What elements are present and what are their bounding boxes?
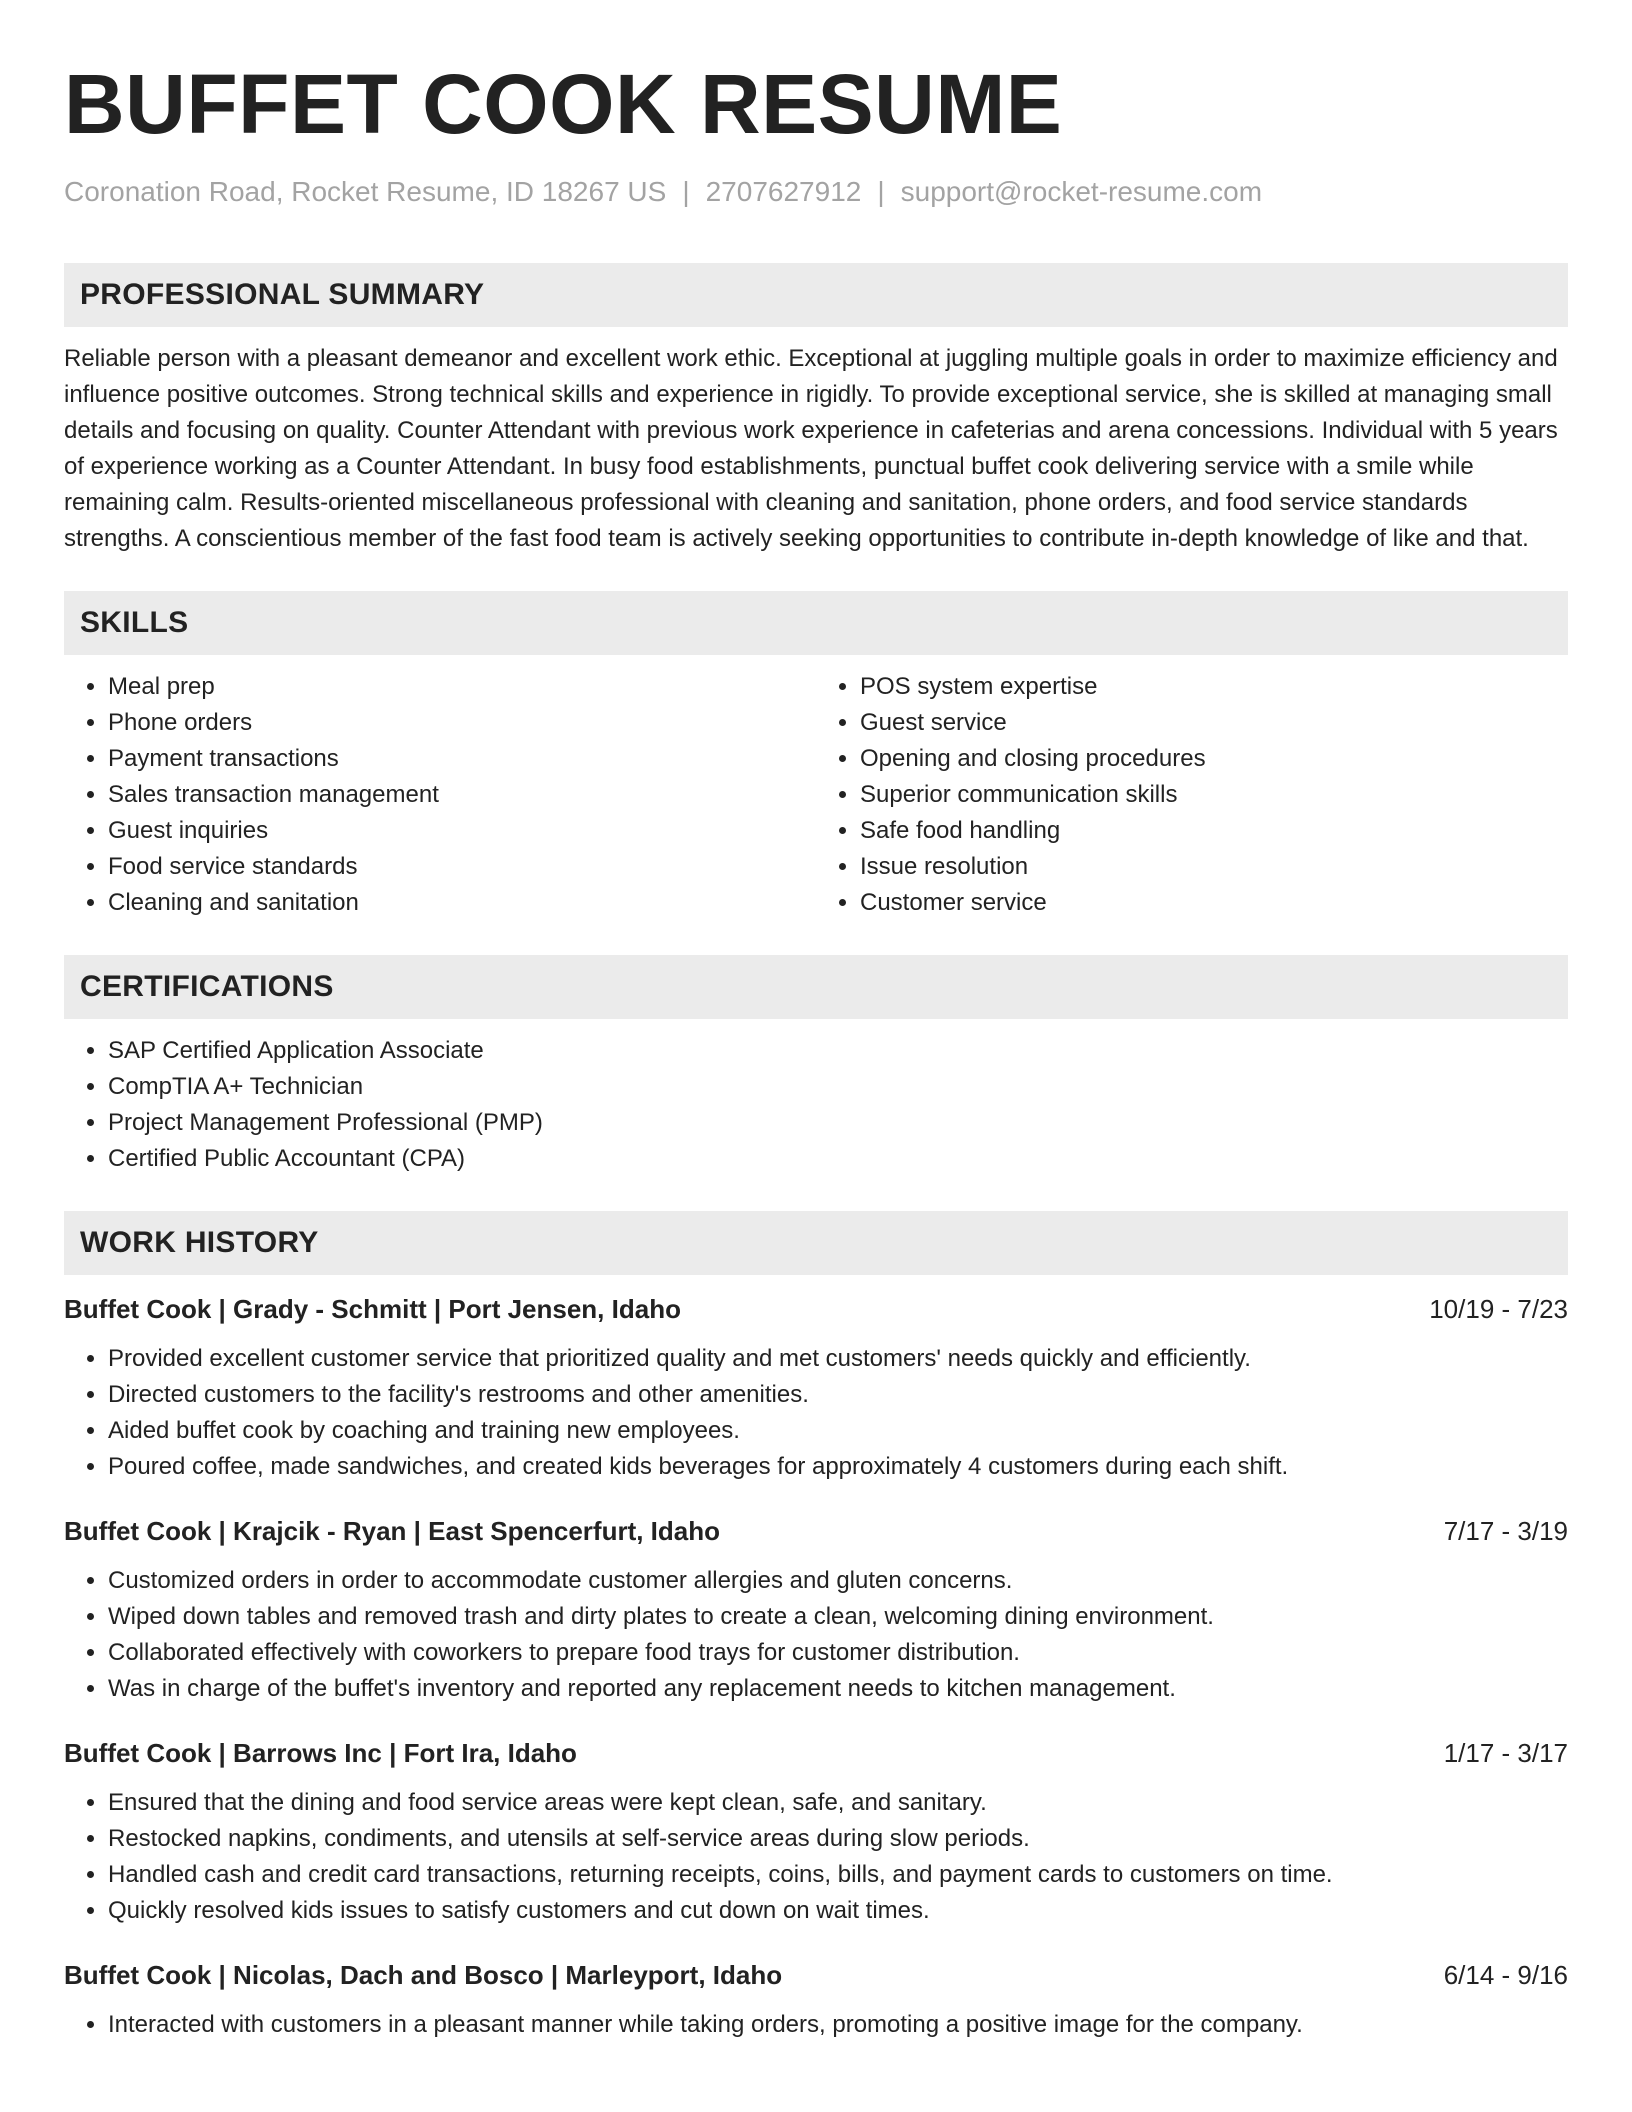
skills-list-left [64,669,816,921]
job-entry [64,1735,1568,1929]
job-bullet: • Ensured that the dining and food service areas were kept clean, safe, and sanitary. [108,1785,1568,1821]
job-bullet: • Was in charge of the buffet's inventory and reported any replacement needs to kitchen management. [108,1671,1568,1707]
job-entry [64,1291,1568,1485]
contact-separator: | [682,176,690,207]
certification-item: • Certified Public Accountant (CPA) [108,1141,1568,1177]
job-title: Buffet Cook | Nicolas, Dach and Bosco | Marleyport, Idaho [64,1960,783,1990]
certifications-list [64,1033,1568,1177]
skill-item: • Customer service [860,885,1568,921]
job-title: Buffet Cook | Grady - Schmitt | Port Jensen, Idaho [64,1294,681,1324]
job-dates: 10/19 - 7/23 [1429,1294,1568,1324]
job-bullet: • Customized orders in order to accommodate customer allergies and gluten concerns. [108,1563,1568,1599]
skills-list-right [816,669,1568,921]
certifications-heading: CERTIFICATIONS [80,970,334,1003]
certification-item: • Project Management Professional (PMP) [108,1105,1568,1141]
job-bullets [64,1341,1568,1485]
summary-section-header [64,263,1568,327]
job-entry [64,1513,1568,1707]
work-history-heading: WORK HISTORY [80,1226,319,1259]
job-bullet: • Collaborated effectively with coworkers to prepare food trays for customer distribution. [108,1635,1568,1671]
contact-email: support@rocket-resume.com [900,176,1263,207]
contact-phone: 2707627912 [705,176,862,207]
job-header [64,1735,1568,1771]
skill-item: • Guest service [860,705,1568,741]
job-title: Buffet Cook | Krajcik - Ryan | East Spencerfurt, Idaho [64,1516,721,1546]
skill-item: • Sales transaction management [108,777,816,813]
job-bullet: • Interacted with customers in a pleasant manner while taking orders, promoting a positive image for the company. [108,2007,1568,2043]
certification-item: • SAP Certified Application Associate [108,1033,1568,1069]
contact-separator: | [877,176,885,207]
job-bullet: • Restocked napkins, condiments, and utensils at self-service areas during slow periods. [108,1821,1568,1857]
job-bullets [64,2007,1568,2043]
job-bullet: • Wiped down tables and removed trash and dirty plates to create a clean, welcoming dining environment. [108,1599,1568,1635]
skill-item: • Payment transactions [108,741,816,777]
skill-item: • Phone orders [108,705,816,741]
skills-grid [64,669,1568,921]
job-bullets [64,1563,1568,1707]
job-header [64,1291,1568,1327]
skill-item: • Safe food handling [860,813,1568,849]
skill-item: • Issue resolution [860,849,1568,885]
job-dates: 1/17 - 3/17 [1443,1738,1568,1768]
certification-item: • CompTIA A+ Technician [108,1069,1568,1105]
certifications-section-header [64,955,1568,1019]
resume-title: BUFFET COOK RESUME [64,57,1063,151]
job-bullets [64,1785,1568,1929]
job-header [64,1513,1568,1549]
skill-item: • Meal prep [108,669,816,705]
job-bullet: • Provided excellent customer service that prioritized quality and met customers' needs quickly and efficiently. [108,1341,1568,1377]
skill-item: • Cleaning and sanitation [108,885,816,921]
skills-section-header [64,591,1568,655]
job-bullet: • Quickly resolved kids issues to satisfy customers and cut down on wait times. [108,1893,1568,1929]
job-dates: 7/17 - 3/19 [1443,1516,1568,1546]
job-header [64,1957,1568,1993]
job-bullet: • Directed customers to the facility's restrooms and other amenities. [108,1377,1568,1413]
job-bullet: • Aided buffet cook by coaching and training new employees. [108,1413,1568,1449]
job-bullet: • Handled cash and credit card transactions, returning receipts, coins, bills, and payment cards to customers on time. [108,1857,1568,1893]
skill-item: • Superior communication skills [860,777,1568,813]
job-entry [64,1957,1568,2043]
skills-heading: SKILLS [80,606,189,639]
skill-item: • POS system expertise [860,669,1568,705]
job-bullet: • Poured coffee, made sandwiches, and created kids beverages for approximately 4 customers during each shift. [108,1449,1568,1485]
skill-item: • Food service standards [108,849,816,885]
contact-line [64,174,1568,210]
work-history-section-header [64,1211,1568,1275]
job-title: Buffet Cook | Barrows Inc | Fort Ira, Idaho [64,1738,577,1768]
summary-text: Reliable person with a pleasant demeanor and excellent work ethic. Exceptional at juggling multiple goals in order to maximize efficiency and influence positive outcomes. Strong technical skills and experience in rigidly. To provide exceptional service, she is skilled at managing small details and focusing on quality. Counter Attendant with previous work experience in cafeterias and arena concessions. Individual with 5 years of experience working as a Counter Attendant. In busy food establishments, punctual buffet cook delivering service with a smile while remaining calm. Results-oriented miscellaneous professional with cleaning and sanitation, phone orders, and food service standards strengths. A conscientious member of the fast food team is actively seeking opportunities to contribute in-depth knowledge of like and that. [64,345,1558,552]
job-dates: 6/14 - 9/16 [1443,1960,1568,1990]
contact-address: Coronation Road, Rocket Resume, ID 18267 US [64,176,667,207]
skill-item: • Guest inquiries [108,813,816,849]
skill-item: • Opening and closing procedures [860,741,1568,777]
summary-heading: PROFESSIONAL SUMMARY [80,278,485,311]
